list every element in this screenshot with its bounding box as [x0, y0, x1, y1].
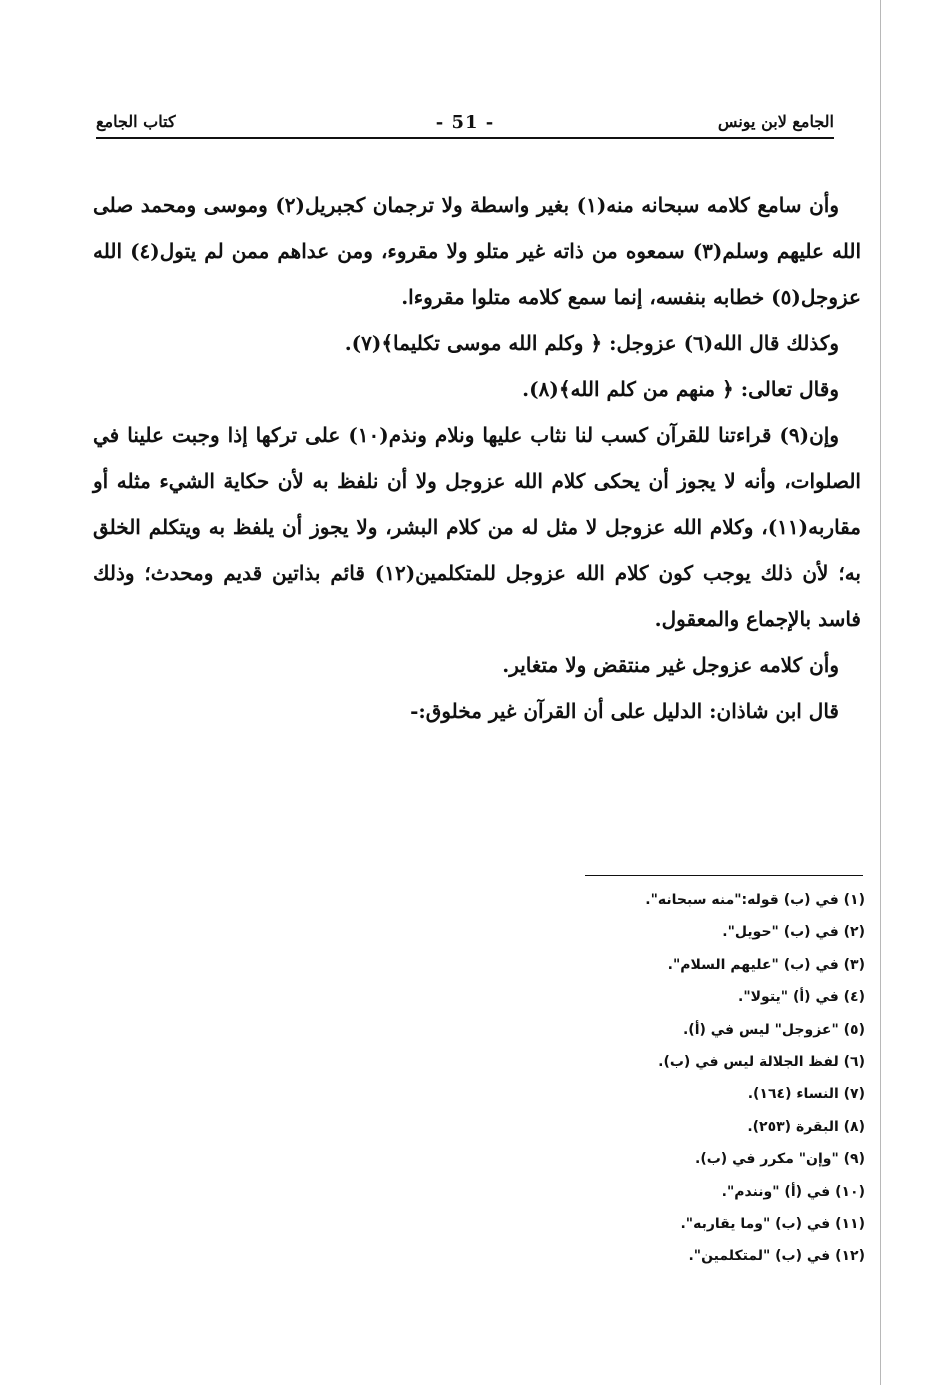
page-number: - 51 -	[435, 112, 495, 133]
footnote-item: (٦) لفظ الجلالة ليس في (ب).	[658, 1053, 865, 1070]
footnote-item: (٧) النساء (١٦٤).	[747, 1086, 865, 1103]
footnote-item: (٣) في (ب) "عليهم السلام".	[667, 956, 865, 973]
running-header	[96, 112, 834, 138]
page-edge-line	[880, 0, 881, 1385]
footnote-item: (١١) في (ب) "وما يقاربه".	[680, 1215, 865, 1232]
paragraph: وكذلك قال الله(٦) عزوجل: ﴿ وكلم الله موسى تكليما﴾(٧).	[344, 331, 839, 355]
paragraph: وأن سامع كلامه سبحانه منه(١) بغير واسطة ولا ترجمان كجبريل(٢) وموسى ومحمد صلى الله عليهم وسلم(٣) سمعوه من ذاته غير متلو ولا مقروء، ومن عداهم ممن لم يتول(٤) الله عزوجل(٥) خطابه بنفسه، إنما سمع كلامه متلوا مقروءا.	[93, 193, 862, 309]
footnote-item: (١٢) في (ب) "لمتكلمين".	[688, 1248, 865, 1265]
footnote-item: (٢) في (ب) "حويل".	[722, 924, 865, 941]
footnotes-list	[465, 888, 865, 1277]
footnote-item: (١) في (ب) قوله:"منه سبحانه".	[645, 892, 865, 908]
header-book-title: الجامع لابن يونس	[717, 112, 834, 131]
main-text	[93, 182, 861, 734]
paragraph: وإن(٩) قراءتنا للقرآن كسب لنا نثاب عليها ونلام ونذم(١٠) على تركها إذا وجبت علينا في الصلوات، وأنه لا يجوز أن يحكى كلام الله عزوجل ولا أن نلفظ به لأن حكاية الشيء مثله أو مقاربه(١١)، وكلام الله عزوجل لا مثل له من كلام البشر، ولا يجوز أن يلفظ به ويتكلم الخلق به؛ لأن ذلك يوجب كون كلام الله عزوجل للمتكلمين(١٢) قائم بذاتين قديم ومحدث؛ وذلك فاسد بالإجماع والمعقول.	[93, 423, 861, 631]
paragraph: وقال تعالى: ﴿ منهم من كلم الله﴾(٨).	[522, 377, 839, 401]
footnote-item: (٥) "عزوجل" ليس في (أ).	[682, 1021, 865, 1038]
footnote-item: (٩) "وإن" مكرر في (ب).	[695, 1151, 865, 1168]
header-rule	[96, 137, 834, 139]
footnote-item: (٨) البقرة (٢٥٣).	[747, 1118, 865, 1135]
paragraph: قال ابن شاذان: الدليل على أن القرآن غير مخلوق:-	[410, 699, 839, 723]
header-chapter-title: كتاب الجامع	[96, 112, 176, 131]
paragraph: وأن كلامه عزوجل غير منتقض ولا متغاير.	[502, 653, 839, 677]
footnote-item: (١٠) في (أ) "ونندم".	[721, 1183, 865, 1200]
footnote-item: (٤) في (أ) "يتولا".	[738, 989, 865, 1006]
footnote-rule	[585, 875, 863, 876]
